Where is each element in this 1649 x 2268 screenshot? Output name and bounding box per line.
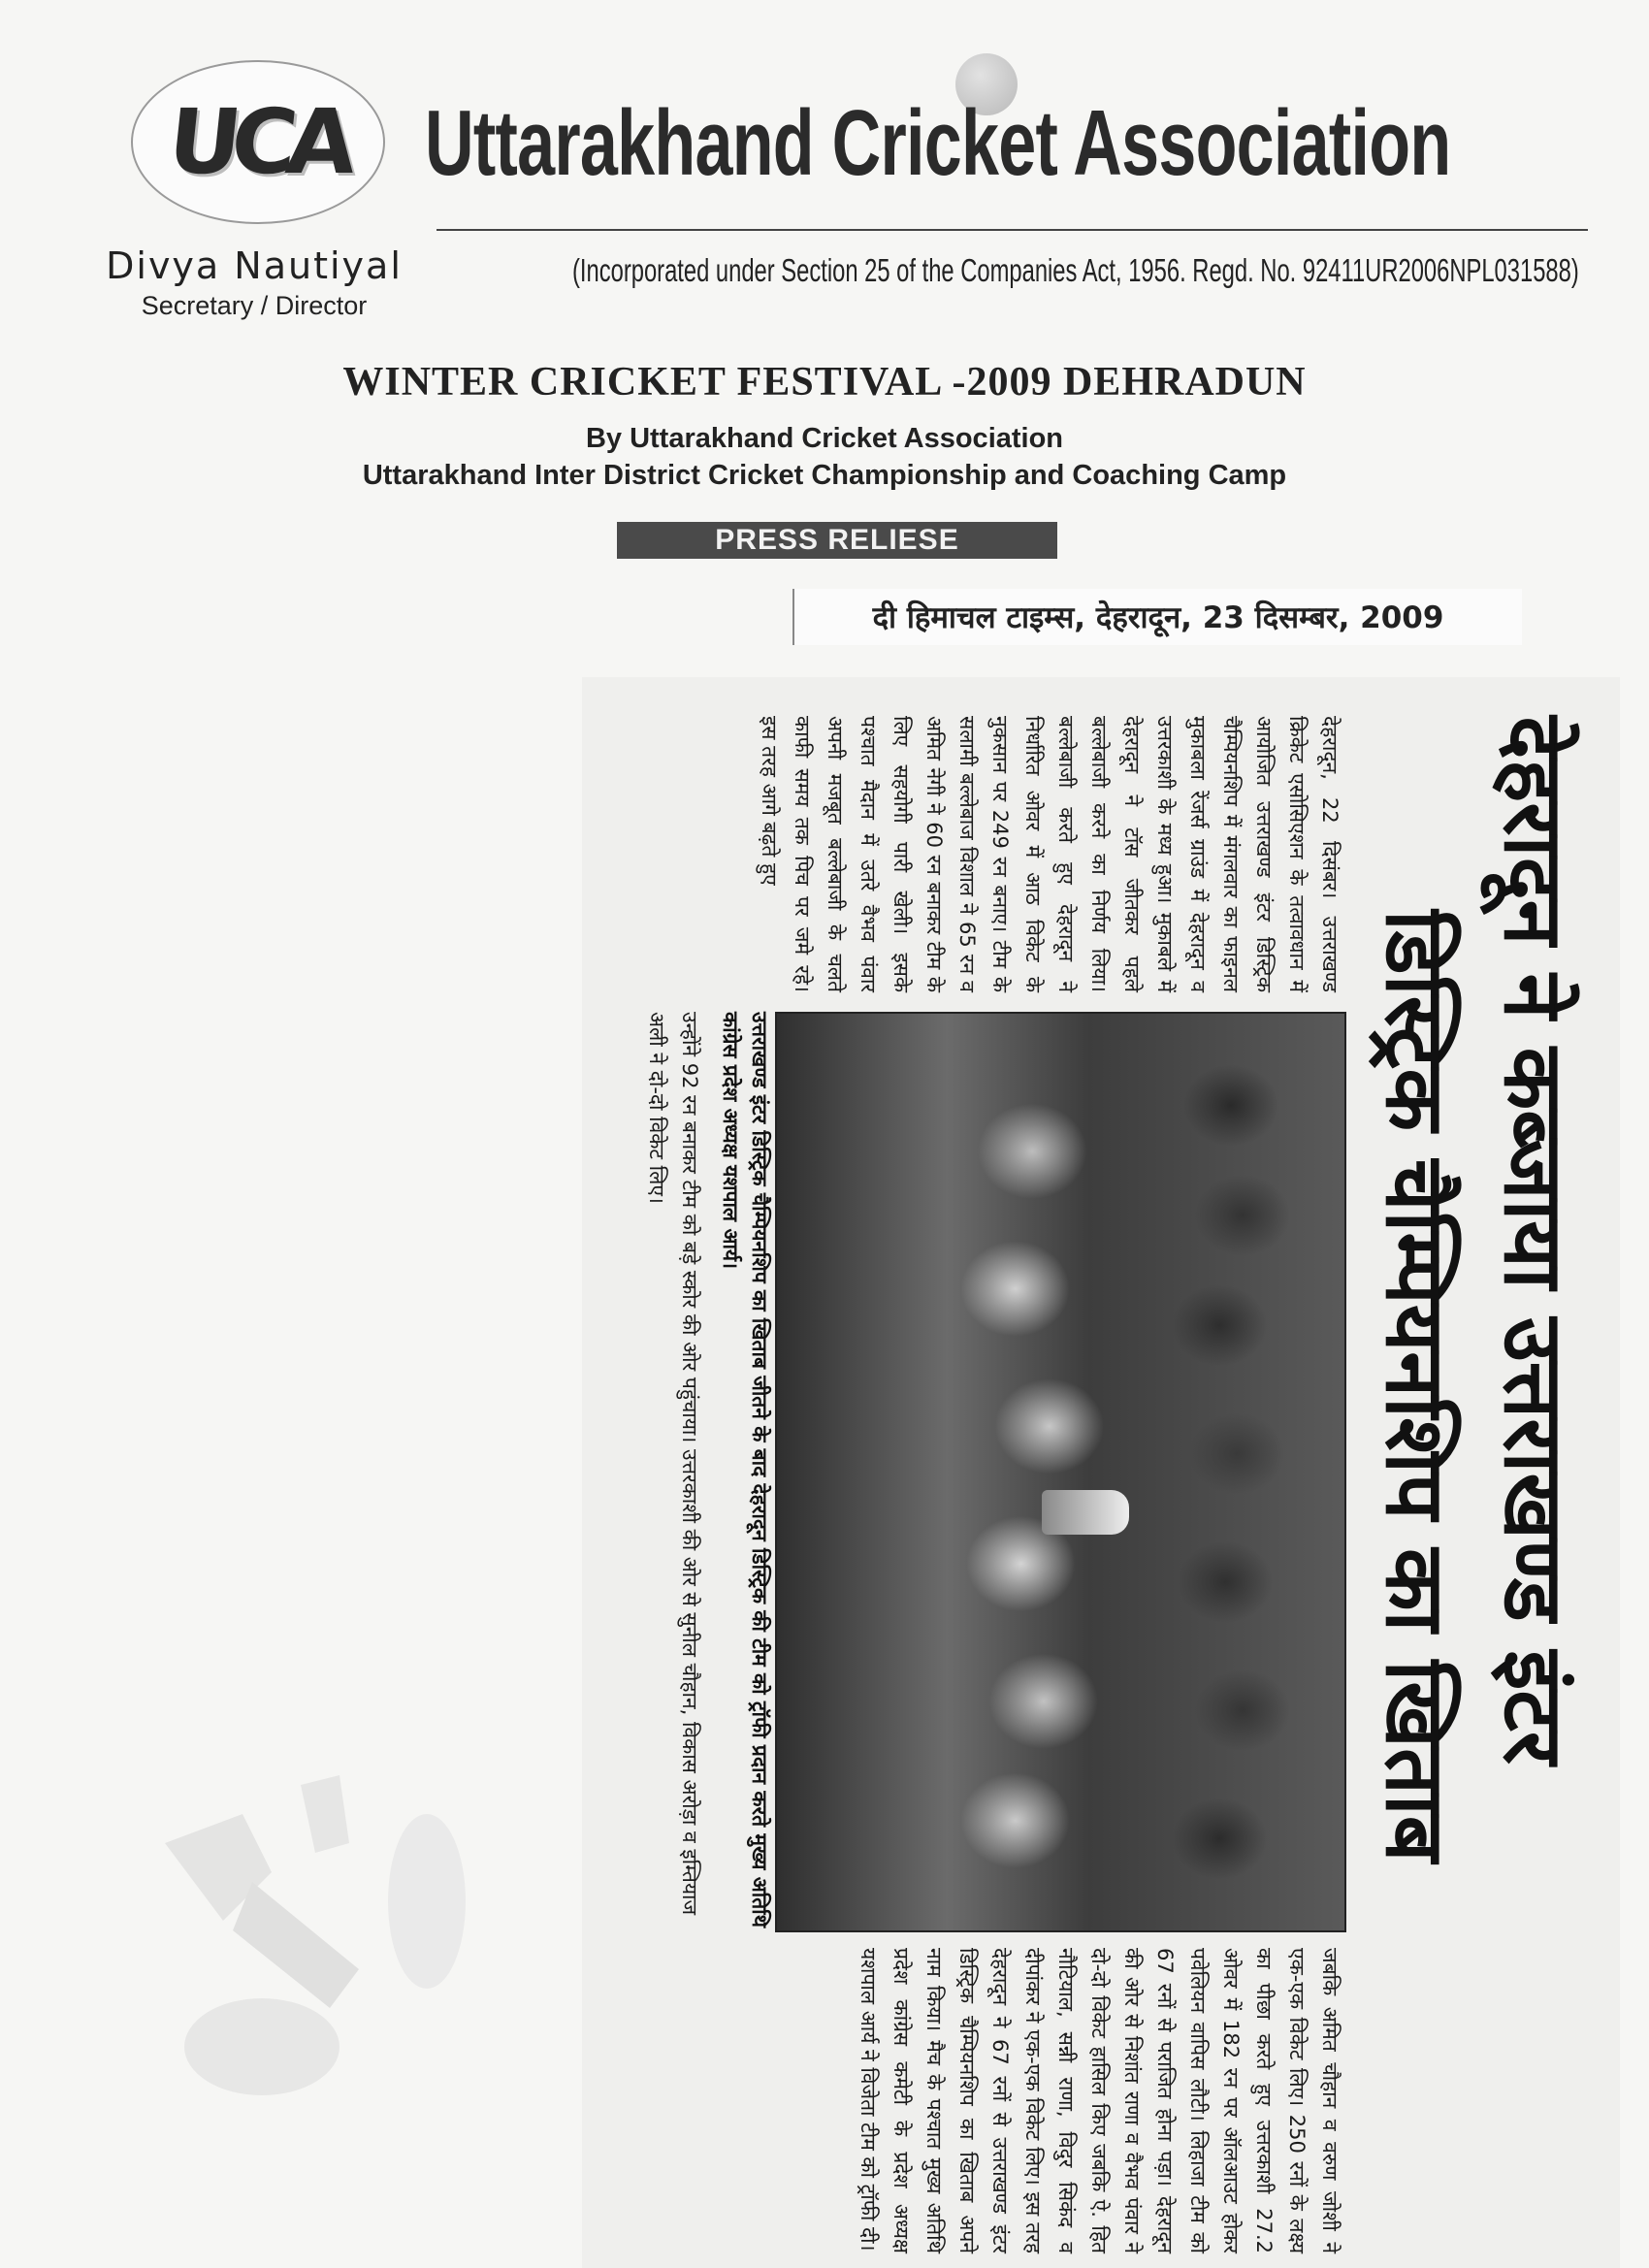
festival-subtitle: Uttarakhand Inter District Cricket Championship and Coaching Camp [362, 460, 1287, 491]
incorporation-note: (Incorporated under Section 25 of the Companies Act, 1956. Regd. No. 92411UR2006NPL031588) [572, 252, 1579, 288]
secretary-name: Divya Nautiyal [106, 244, 403, 287]
article-headline-line2: डिस्ट्रिक चैम्पियनशिप का खिताब [1368, 910, 1463, 1863]
article-bottom-column: उन्होंने 92 रन बनाकर टीम को बड़े स्कोर की ओर पहुंचाया। उत्तरकाशी की ओर से सुनील चौहान, विकास अरोड़ा व इम्तियाज अली ने दो-दो विकेट लिए। [645, 1012, 701, 1916]
trophy-icon [1042, 1490, 1129, 1535]
newspaper-clipping [582, 677, 1620, 2268]
newspaper-dateline: दी हिमाचल टाइम्स, देहरादून, 23 दिसम्बर, 2009 [792, 589, 1522, 645]
batsman-watermark-icon [107, 1727, 514, 2134]
article-rotated [582, 697, 1600, 2268]
article-left-column: देहरादून, 22 दिसंबर। उत्तराखण्ड क्रिकेट एसोसिएशन के तत्वावधान में आयोजित उत्तराखण्ड इंटर डिस्ट्रिक चैम्पियनशिप में मंगलवार का फाइनल मुकाबला रेंजर्स ग्राउंड में देहरादून व उत्तरकाशी के मध्य हुआ। मुकाबले में देहरादून ने टॉस जीतकर पहले बल्लेबाजी करने का निर्णय लिया। बल्लेबाजी करते हुए देहरादून ने निर्धारित ओवर में आठ विकेट के नुकसान पर 249 रन बनाए। टीम के सलामी बल्लेबाज विशाल ने 65 रन व अमित नेगी ने 60 रन बनाकर टीम के लिए सहयोगी पारी खेली। इसके पश्चात मैदान में उतरे वैभव पंवार अपनी मजबूत बल्लेबाजी के चलते काफी समय तक पिच पर जमे रहे। इस तरह आगे बढ़ते हुए [758, 716, 1342, 992]
festival-title: WINTER CRICKET FESTIVAL -2009 DEHRADUN [342, 360, 1307, 405]
photo-caption: उत्तराखण्ड इंटर डिस्ट्रिक चैम्पियनशिप का खिताब जीतने के बाद देहरादून डिस्ट्रिक की टीम को ट्रॉफी प्रदान करते मुख्य अतिथि कांग्रेस प्रदेश अध्यक्ष यशपाल आर्य। [719, 1012, 771, 1928]
uca-logo [131, 60, 385, 224]
organization-name: Uttarakhand Cricket Association [425, 91, 1451, 195]
header-divider [436, 229, 1588, 231]
press-release-banner: PRESS RELIESE [617, 522, 1057, 559]
festival-by-line: By Uttarakhand Cricket Association [585, 423, 1064, 454]
article-headline-line1: देहरादून ने कब्जाया उत्तराखण्ड इंटर [1486, 716, 1581, 1766]
secretary-title: Secretary / Director [141, 291, 368, 320]
logo-text: UCA [163, 90, 353, 194]
article-right-column: जबकि अमित चौहान व वरुण जोशी ने एक-एक विकेट लिए। 250 रनों के लक्ष्य का पीछा करते हुए उत्तरकाशी 27.2 ओवर में 182 रन पर ऑलआउट होकर पवेलियन वापिस लौटी। लिहाजा टीम को 67 रनों से पराजित होना पड़ा। देहरादून की ओर से निशांत राणा व वैभव पंवार ने दो-दो विकेट हासिल किए जबकि ऐ. हित नौटियाल, सन्नी राणा, विदुर सिकंद व दीपांकर ने एक-एक विकेट लिए। इस तरह देहरादून ने 67 रनों से उत्तराखण्ड इंटर डिस्ट्रिक चैम्पियनशिप का खिताब अपने नाम किया। मैच के पश्चात मुख्य अतिथि प्रदेश कांग्रेस कमेटी के प्रदेश अध्यक्ष यशपाल आर्य ने विजेता टीम को ट्रॉफी दी। [857, 1948, 1342, 2253]
team-trophy-photo [775, 1012, 1346, 1932]
